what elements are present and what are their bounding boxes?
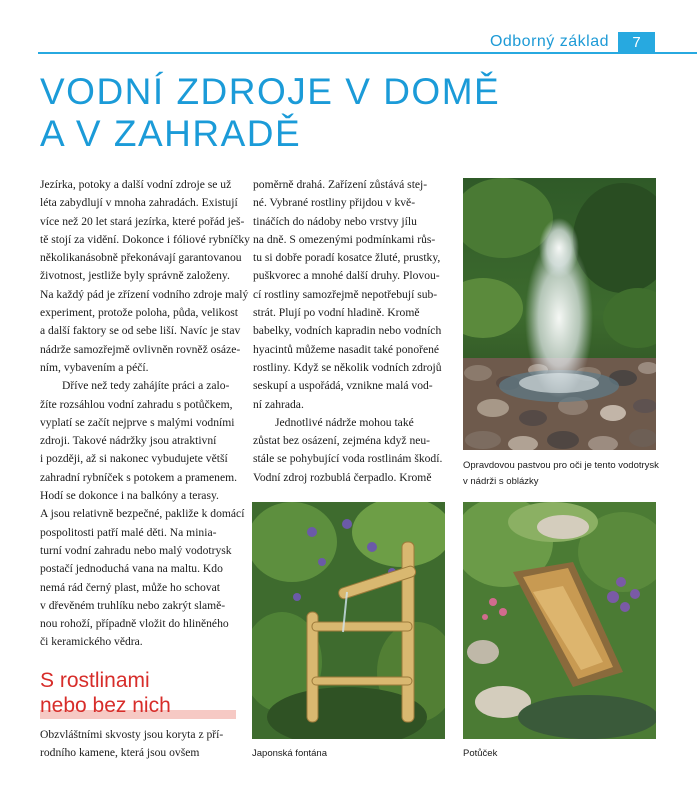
paragraph [253, 176, 448, 414]
header-rule [38, 52, 697, 54]
column-1-bottom [40, 726, 238, 763]
paragraph [40, 176, 250, 377]
text-line: nádrže samozřejmě ovlivněn rovněž osáze- [40, 342, 241, 356]
text-line: na dně. S omezenými podmínkami růs- [253, 232, 436, 246]
text-line: experiment, protože poloha, půda, velikost [40, 306, 239, 320]
text-line: několikanásobně překonávají garantovanou [40, 251, 242, 265]
text-line: zahradní rybníček s potokem a pramenem. [40, 470, 238, 484]
caption-line: v nádrži s oblázky [463, 476, 539, 487]
fountain-photo [463, 178, 656, 450]
japanese-fountain-photo [252, 502, 445, 739]
title-line: VODNÍ ZDROJE V DOMĚ [40, 71, 501, 112]
text-line: pospolitosti patří malé děti. Na minia- [40, 525, 217, 539]
page-number: 7 [618, 32, 655, 53]
text-line: Hodí se dokonce i na balkóny a terasy. [40, 489, 219, 503]
text-line: seskupí a uspořádá, vznikne malá vod- [253, 379, 433, 393]
text-line: A jsou relativně bezpečné, pakliže k domácí [40, 507, 245, 521]
text-line: puškvorec a mnohé další druhy. Plovou- [253, 269, 440, 283]
text-line: Vodní zdroj rozbublá čerpadlo. Kromě [253, 470, 432, 484]
text-line: stále se pohybující voda rostlinám škodí. [253, 452, 443, 466]
subheading [40, 668, 171, 718]
section-title: Odborný základ [489, 33, 609, 50]
text-line: ním, vybavením a péčí. [40, 360, 149, 374]
text-line: tu si dobře poradí kosatce žluté, prustky, [253, 251, 441, 265]
text-line: nemá rád černý plast, může ho schovat [40, 580, 220, 594]
subheading-line: S rostlinami [40, 669, 150, 692]
text-line: nou rohoží, případně vložit do hliněného [40, 617, 229, 631]
text-line: postačí jednoduchá vana na maltu. Kdo [40, 562, 223, 576]
text-line: rodního kamene, která jsou ovšem [40, 746, 200, 760]
text-line: né. Vybrané rostliny přijdou v kvě- [253, 196, 416, 210]
text-line: v dřevěném truhlíku nebo zakrýt slamě- [40, 598, 226, 612]
text-line: ní zahrada. [253, 397, 304, 411]
stream-caption: Potůček [463, 748, 498, 759]
title-line: A V ZAHRADĚ [40, 113, 302, 154]
text-line: hyacintů můžeme nasadit také ponořené [253, 342, 440, 356]
text-line: zdroji. Takové nádržky jsou atraktivní [40, 434, 217, 448]
text-line: více než 20 let stará jezírka, které pořád ješ- [40, 214, 245, 228]
article-title [40, 71, 500, 155]
text-line: babelky, vodních kapradin nebo vodních [253, 324, 442, 338]
fountain-caption [463, 458, 693, 490]
text-line: žíte rozsáhlou vodní zahradu s potůčkem, [40, 397, 233, 411]
text-line: vyplatí se začít nejprve s malými vodními [40, 415, 235, 429]
text-line: Dříve než tedy zahájíte práci a zalo- [62, 379, 230, 393]
text-line: turní vodní zahradu nebo malý vodotrysk [40, 543, 232, 557]
column-1 [40, 176, 250, 652]
japanese-fountain-caption: Japonská fontána [252, 748, 328, 759]
text-line: a další faktory se od sebe liší. Navíc je stav [40, 324, 241, 338]
stream-photo [463, 502, 656, 739]
subheading-line: nebo bez nich [40, 694, 171, 717]
text-line: životnost, jestliže byly správně založeny. [40, 269, 230, 283]
text-line: tě stojí za vidění. Dokonce i fóliové rybníčky [40, 232, 250, 246]
caption-line: Opravdovou pastvou pro oči je tento vodotrysk [463, 460, 659, 471]
text-line: zůstat bez osázení, zejména když neu- [253, 434, 431, 448]
paragraph [40, 377, 245, 651]
column-2 [253, 176, 448, 487]
text-line: Obzvláštními skvosty jsou koryta z pří- [40, 728, 224, 741]
text-line: rostliny. Když se několik vodních zdrojů [253, 360, 442, 374]
text-line: i později, až si nakonec vybudujete větší [40, 452, 228, 466]
text-line: léta zabydlují v mnoha zahradách. Existují [40, 196, 238, 210]
text-line: cí rostliny samozřejmě nepotřebují sub- [253, 287, 438, 301]
text-line: Na každý pád je zřízení vodního zdroje malý [40, 287, 249, 301]
text-line: poměrně drahá. Zařízení zůstává stej- [253, 178, 428, 191]
text-line: či keramického vědra. [40, 635, 143, 649]
text-line: tináčích do nádoby nebo vrstvy jílu [253, 214, 417, 228]
text-line: Jednotlivé nádrže mohou také [275, 415, 414, 429]
text-line: Jezírka, potoky a další vodní zdroje se už [40, 178, 232, 191]
text-line: strát. Plují po vodní hladině. Kromě [253, 306, 420, 320]
paragraph [253, 414, 448, 487]
